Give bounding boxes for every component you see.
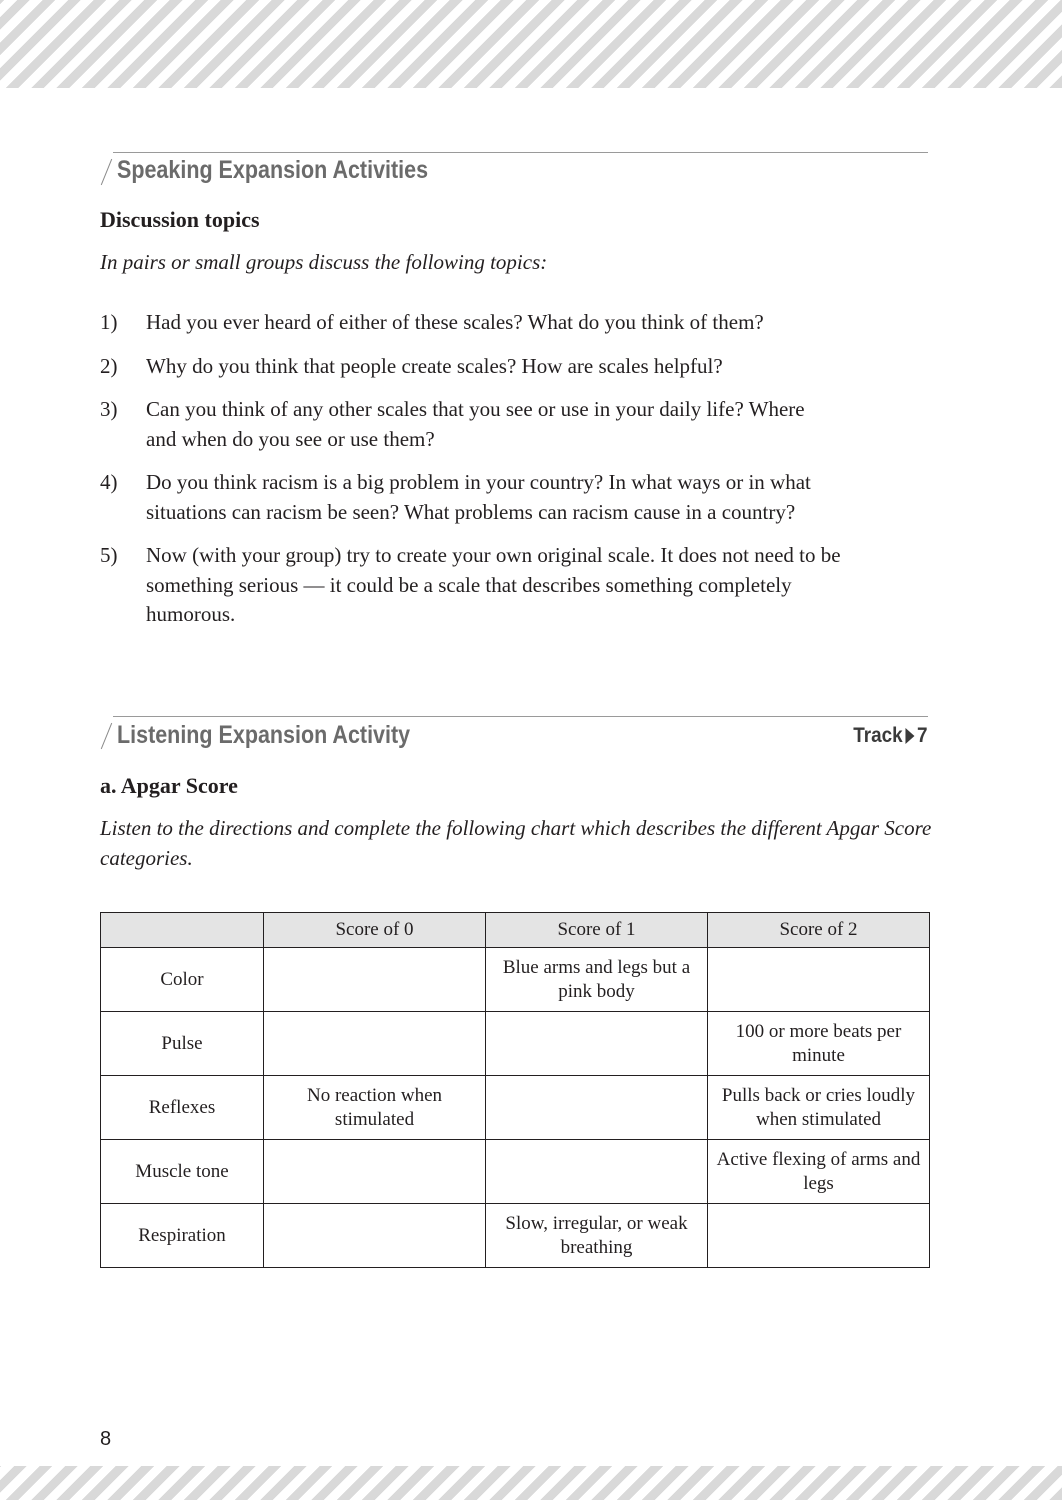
page-number: 8 (100, 1428, 112, 1450)
score-0-cell: No reaction when stimulated (264, 1076, 486, 1140)
score-0-cell (264, 1012, 486, 1076)
table-row (101, 1204, 930, 1268)
list-item (100, 395, 836, 454)
apgar-score-table (100, 912, 930, 1268)
speaking-instruction: In pairs or small groups discuss the following topics: (100, 250, 548, 274)
table-row (101, 1076, 930, 1140)
topic-number: 4) (100, 470, 118, 494)
discussion-topics-heading: Discussion topics (100, 207, 260, 232)
score-0-cell (264, 1140, 486, 1204)
listening-section-rule (113, 716, 928, 717)
header-cell-score-0: Score of 0 (264, 913, 486, 948)
category-cell: Muscle tone (101, 1140, 264, 1204)
speaking-slash-mark (101, 159, 112, 185)
score-2-cell (708, 1204, 930, 1268)
topic-text: Why do you think that people create scales? How are scales helpful? (146, 353, 723, 378)
list-item (100, 308, 860, 338)
header-cell-category (101, 913, 264, 948)
topic-text: Can you think of any other scales that you see or use in your daily life? Where and when do you see or use them? (146, 397, 805, 451)
speaking-section-rule (113, 152, 928, 153)
audio-track-indicator (854, 724, 928, 748)
bottom-stripe-band (0, 1466, 1062, 1500)
track-number: 7 (917, 724, 928, 747)
listening-section-heading: Listening Expansion Activity (117, 721, 411, 749)
header-cell-score-2: Score of 2 (708, 913, 930, 948)
listening-instruction: Listen to the directions and complete the following chart which describes the different Apgar Score categories. (100, 816, 932, 870)
table-row (101, 1140, 930, 1204)
category-cell: Reflexes (101, 1076, 264, 1140)
score-0-cell (264, 948, 486, 1012)
topic-number: 3) (100, 397, 118, 421)
discussion-topic-list (100, 308, 860, 644)
list-item (100, 468, 846, 527)
topic-text: Do you think racism is a big problem in your country? In what ways or in what situations can racism be seen? What problems can racism cause in a country? (146, 470, 811, 524)
score-1-cell: Slow, irregular, or weak breathing (486, 1204, 708, 1268)
score-2-cell (708, 948, 930, 1012)
score-2-cell: Active flexing of arms and legs (708, 1140, 930, 1204)
track-label: Track (853, 724, 904, 747)
header-cell-score-1: Score of 1 (486, 913, 708, 948)
score-1-cell: Blue arms and legs but a pink body (486, 948, 708, 1012)
topic-number: 5) (100, 543, 118, 567)
topic-text: Had you ever heard of either of these scales? What do you think of them? (146, 310, 764, 334)
category-cell: Respiration (101, 1204, 264, 1268)
table-row (101, 1012, 930, 1076)
table-header-row (101, 913, 930, 948)
score-1-cell (486, 1140, 708, 1204)
category-cell: Pulse (101, 1012, 264, 1076)
category-cell: Color (101, 948, 264, 1012)
apgar-score-heading: a. Apgar Score (100, 773, 238, 798)
table-row (101, 948, 930, 1012)
listening-slash-mark (101, 723, 112, 749)
speaking-section-heading: Speaking Expansion Activities (117, 156, 429, 184)
topic-number: 2) (100, 353, 118, 378)
score-2-cell: 100 or more beats per minute (708, 1012, 930, 1076)
list-item (100, 541, 846, 630)
play-triangle-icon (906, 728, 915, 744)
score-1-cell (486, 1076, 708, 1140)
score-2-cell: Pulls back or cries loudly when stimulated (708, 1076, 930, 1140)
topic-text: Now (with your group) try to create your own original scale. It does not need to be something serious — it could be a scale that describes something completely humorous. (146, 543, 841, 626)
topic-number: 1) (100, 310, 118, 334)
score-1-cell (486, 1012, 708, 1076)
list-item (100, 352, 860, 382)
top-stripe-band (0, 0, 1062, 88)
score-0-cell (264, 1204, 486, 1268)
